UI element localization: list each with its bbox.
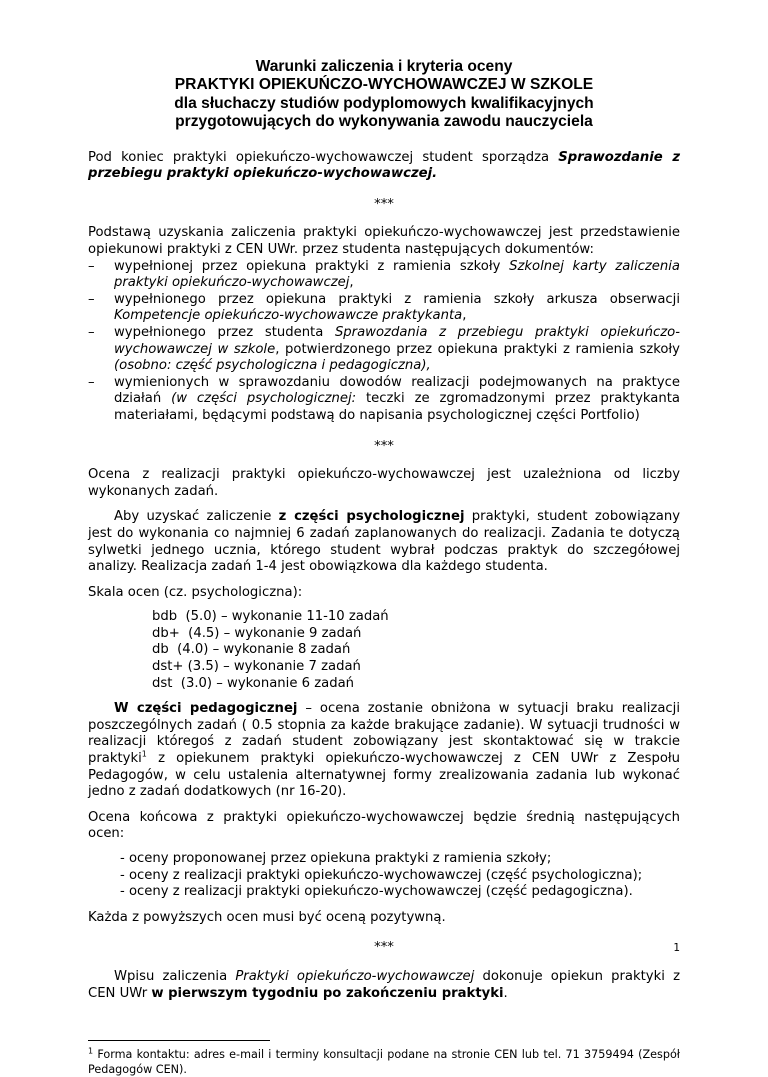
scale-label: Skala ocen (cz. psychologiczna): (88, 584, 303, 600)
item-text: , (349, 275, 354, 291)
paragraph-text: Aby uzyskać zaliczenie (114, 509, 279, 525)
psychological-part-emphasis: z części psychologicznej (278, 509, 465, 525)
list-item (88, 259, 680, 292)
item-text: , potwierdzonego przez opiekuna praktyki z ramienia szkoły (275, 341, 680, 357)
footnote-divider (88, 1040, 270, 1041)
intro-text: Pod koniec praktyki opiekuńczo-wychowawczej student sporządza (88, 149, 559, 165)
intro-paragraph (88, 150, 680, 183)
item-text: wymienionych w sprawozdaniu dowodów realizacji podejmowanych na praktyce działań (114, 374, 680, 407)
basis-paragraph: Podstawą uzyskania zaliczenia praktyki opiekuńczo-wychowawczej jest przedstawienie opiekunowi praktyki z CEN UWr. przez studenta następujących dokumentów: (88, 225, 680, 257)
page-number: 1 (673, 942, 680, 954)
item-text: wypełnionego przez studenta (114, 324, 335, 340)
grade-item: dst+ (3.5) – wykonanie 7 zadań (152, 659, 361, 675)
title-line-4: przygotowujących do wykonywania zawodu nauczyciela (175, 113, 593, 131)
title-line-3: dla słuchaczy studiów podyplomowych kwalifikacyjnych (174, 94, 594, 112)
grade-item: db+ (4.5) – wykonanie 9 zadań (152, 625, 362, 641)
title-line-1: Warunki zaliczenia i kryteria oceny (255, 58, 513, 75)
paragraph-text: praktyki, student zobowiązany jest do wykonania co najmniej 6 zadań zaplanowanych do realizacji. Zadania te dotyczą sylwetki jednego ucznia, którego student wybrał podczas praktyk do szczegółowej analizy. Realizacja zadań 1-4 jest obowiązkowa dla każdego studenta. (88, 509, 680, 575)
item-text: teczki ze zgromadzonymi przez praktykanta materiałami, będącymi podstawą do napisania psychologicznej części Portfolio) (114, 391, 680, 423)
required-documents-list (88, 259, 680, 425)
pedagogical-part-emphasis: W części pedagogicznej (114, 701, 298, 717)
item-document-name: Sprawozdania z przebiegu praktyki opiekuńczo-wychowawczej w szkole (114, 324, 680, 357)
pedagogical-part-paragraph (88, 701, 680, 801)
list-item: - oceny z realizacji praktyki opiekuńczo-wychowawczej (część psychologiczna); (120, 867, 643, 883)
item-text: wypełnionej przez opiekuna praktyki z ramienia szkoły (114, 258, 510, 274)
section-separator: *** (374, 940, 394, 956)
final-grade-paragraph: Ocena końcowa z praktyki opiekuńczo-wychowawczej będzie średnią następujących ocen: (88, 809, 680, 842)
item-note: (w części psychologicznej: (171, 391, 357, 407)
paragraph-text: dokonuje opiekun praktyki z CEN UWr (88, 968, 680, 1001)
list-item (88, 375, 680, 425)
list-item: - oceny z realizacji praktyki opiekuńczo-wychowawczej (część pedagogiczna). (120, 884, 633, 900)
item-text: wypełnionego przez opiekuna praktyki z ramienia szkoły arkusza obserwacji (114, 291, 680, 307)
item-document-name: Kompetencje opiekuńczo-wychowawcze praktykanta (114, 308, 463, 324)
footnote-reference[interactable]: 1 (141, 749, 147, 759)
item-note: (osobno: część psychologiczna i pedagogiczna), (114, 358, 431, 374)
item-document-name: Szkolnej karty zaliczenia praktyki opiekuńczo-wychowawczej (114, 258, 680, 291)
grade-item: bdb (5.0) – wykonanie 11-10 zadań (152, 609, 389, 625)
footnote (88, 1047, 680, 1077)
grade-scale-list (152, 609, 680, 692)
entry-emphasis: Praktyki opiekuńczo-wychowawczej (235, 968, 475, 984)
paragraph-text: Wpisu zaliczenia (114, 968, 236, 984)
section-separator: *** (374, 438, 394, 454)
document-title (88, 58, 680, 132)
paragraph-text: – ocena zostanie obniżona w sytuacji braku realizacji poszczególnych zadań ( 0.5 stopnia za każde brakujące zadanie). W sytuacji trudności w realizacji któregoś z zadań student zobowiązany jest skontaktować się w trakcie praktyki (88, 701, 680, 767)
assessment-paragraph: Ocena z realizacji praktyki opiekuńczo-wychowawczej jest uzależniona od liczby wykonanych zadań. (88, 467, 680, 499)
title-line-2: PRAKTYKI OPIEKUŃCZO-WYCHOWAWCZEJ W SZKOLE (174, 76, 594, 94)
final-grade-components (120, 851, 680, 901)
footnote-number: 1 (88, 1046, 94, 1056)
entry-paragraph (88, 969, 680, 1002)
grade-item: dst (3.0) – wykonanie 6 zadań (152, 675, 355, 691)
item-text: , (462, 308, 467, 324)
paragraph-text: . (503, 985, 508, 1001)
psychological-part-paragraph (88, 509, 680, 575)
grade-item: db (4.0) – wykonanie 8 zadań (152, 642, 351, 658)
paragraph-text: z opiekunem praktyki opiekuńczo-wychowawczej z CEN UWr z Zespołu Pedagogów, w celu ustalenia alternatywnej formy zrealizowania zadania lub wykonać jedno z zadań dodatkowych (nr 16-20). (88, 751, 680, 800)
section-separator: *** (374, 196, 394, 212)
list-item (88, 292, 680, 325)
entry-deadline: w pierwszym tygodniu po zakończeniu praktyki (151, 985, 504, 1001)
intro-emphasis: Sprawozdanie z przebiegu praktyki opiekuńczo-wychowawczej. (88, 149, 680, 182)
list-item: - oceny proponowanej przez opiekuna praktyki z ramienia szkoły; (120, 851, 552, 866)
positive-grade-note: Każda z powyższych ocen musi być oceną pozytywną. (88, 909, 446, 925)
footnote-text: Forma kontaktu: adres e-mail i terminy konsultacji podane na stronie CEN lub tel. 71 3759494 (Zespół Pedagogów CEN). (88, 1048, 680, 1077)
list-item (88, 325, 680, 375)
